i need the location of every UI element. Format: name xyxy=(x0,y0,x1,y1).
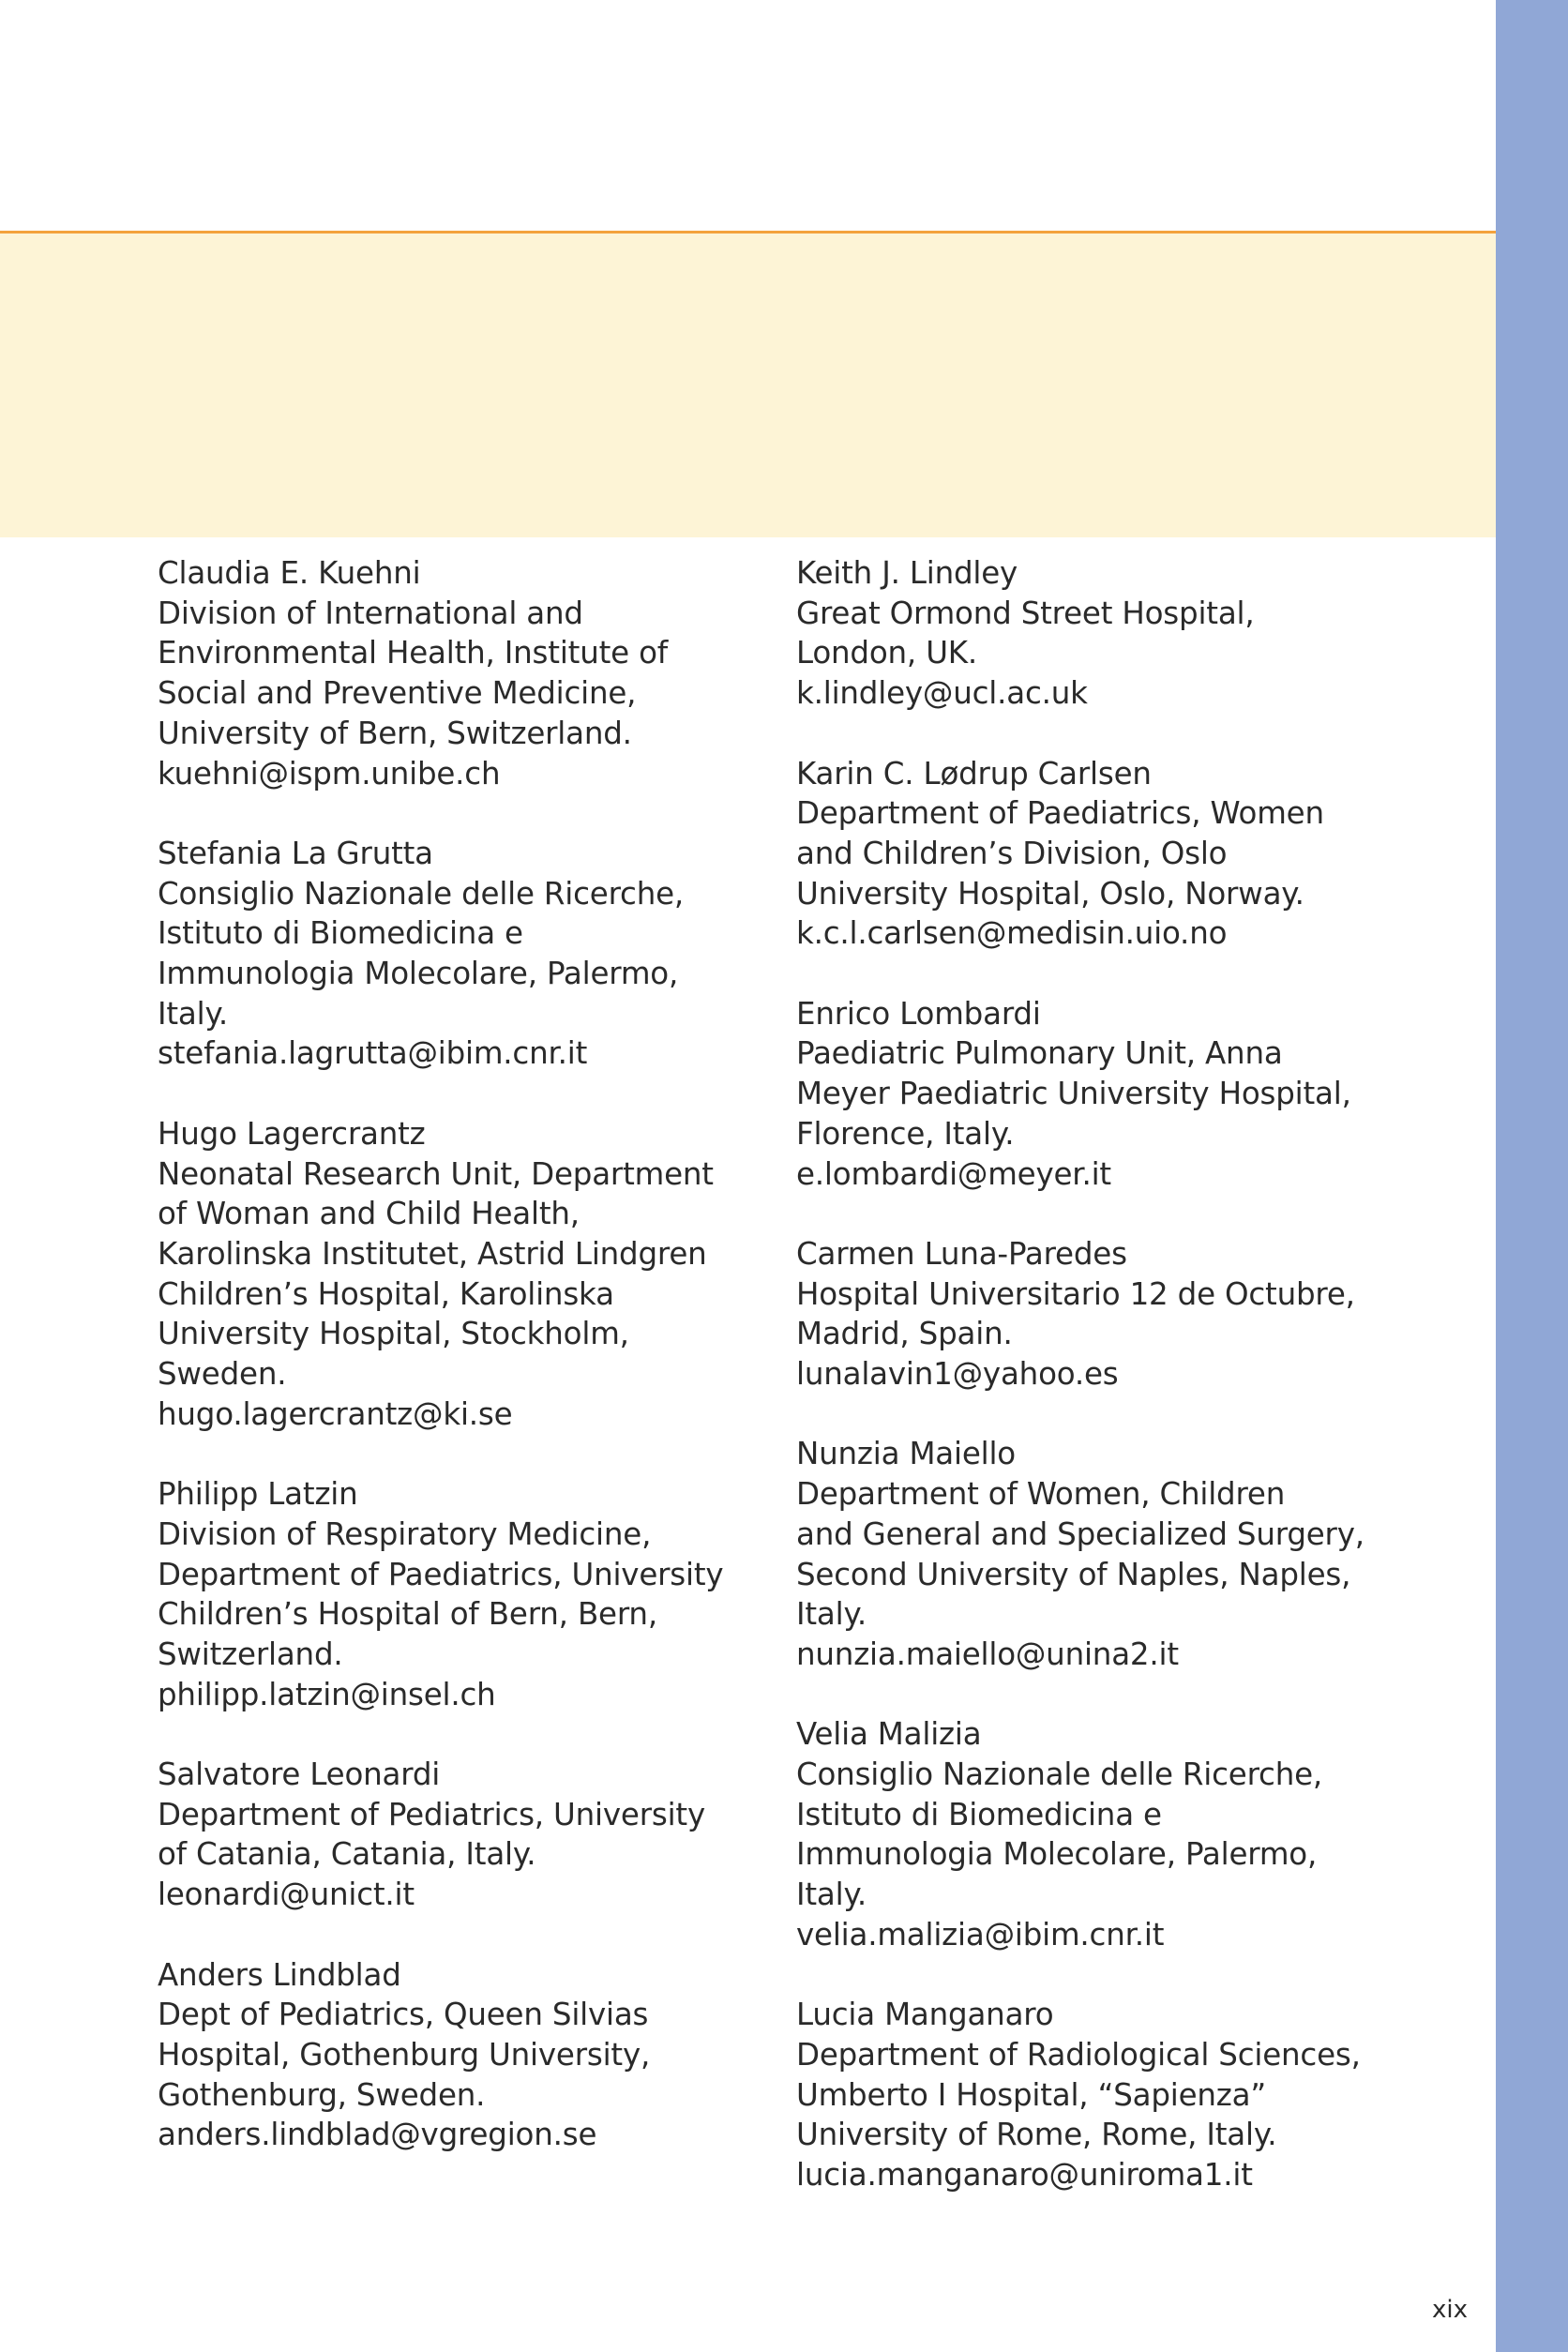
side-color-band xyxy=(1496,0,1568,2352)
contributor-affiliation-line: Meyer Paediatric University Hospital, xyxy=(796,1076,1351,1112)
contributor-email: anders.lindblad@vgregion.se xyxy=(158,2117,597,2153)
contributor-affiliation-line: Italy. xyxy=(158,995,229,1032)
contributor-entry xyxy=(158,1474,758,1714)
contributor-affiliation-line: Environmental Health, Institute of xyxy=(158,635,669,671)
contributor-affiliation-line: Dept of Pediatrics, Queen Silvias xyxy=(158,1997,649,2033)
contributor-affiliation-line: Department of Women, Children xyxy=(796,1476,1286,1513)
contributor-email: stefania.lagrutta@ibim.cnr.it xyxy=(158,1035,588,1072)
contributor-email: leonardi@unict.it xyxy=(158,1877,415,1913)
header-band xyxy=(0,234,1496,537)
page-number: xix xyxy=(1432,2296,1468,2324)
contributor-affiliation-line: University of Rome, Rome, Italy. xyxy=(796,2117,1277,2153)
contributor-affiliation-line: of Woman and Child Health, xyxy=(158,1196,580,1232)
contributor-affiliation-line: and General and Specialized Surgery, xyxy=(796,1515,1364,1552)
contributor-affiliation-line: Florence, Italy. xyxy=(796,1115,1015,1152)
contributor-entry xyxy=(158,834,758,1074)
contributor-entry xyxy=(158,1955,758,2156)
contributors-right-column xyxy=(796,553,1415,2235)
contributor-affiliation-line: Division of International and xyxy=(158,595,583,631)
contributor-affiliation-line: Department of Pediatrics, University xyxy=(158,1796,706,1832)
contributor-affiliation-line: University Hospital, Oslo, Norway. xyxy=(796,875,1304,912)
contributor-affiliation-line: Neonatal Research Unit, Department xyxy=(158,1155,714,1192)
contributor-name: Anders Lindblad xyxy=(158,1956,401,1993)
contributor-affiliation-line: Istituto di Biomedicina e xyxy=(796,1796,1162,1832)
contributor-name: Nunzia Maiello xyxy=(796,1436,1016,1472)
contributors-left-column xyxy=(158,553,758,2195)
contributor-email: lunalavin1@yahoo.es xyxy=(796,1356,1119,1393)
contributor-affiliation-line: Immunologia Molecolare, Palermo, xyxy=(796,1836,1318,1873)
contributor-entry xyxy=(796,1995,1415,2195)
contributor-name: Claudia E. Kuehni xyxy=(158,555,421,591)
contributor-affiliation-line: Umberto I Hospital, “Sapienza” xyxy=(796,2076,1267,2113)
contributor-entry xyxy=(796,1434,1415,1674)
contributor-email: e.lombardi@meyer.it xyxy=(796,1155,1111,1192)
contributor-name: Carmen Luna-Paredes xyxy=(796,1235,1127,1272)
contributor-email: hugo.lagercrantz@ki.se xyxy=(158,1395,513,1432)
contributor-entry xyxy=(158,553,758,793)
contributor-name: Keith J. Lindley xyxy=(796,555,1018,591)
contributor-name: Velia Malizia xyxy=(796,1716,982,1753)
contributor-affiliation-line: Immunologia Molecolare, Palermo, xyxy=(158,956,679,992)
contributor-name: Hugo Lagercrantz xyxy=(158,1115,426,1152)
contributor-affiliation-line: University Hospital, Stockholm, xyxy=(158,1316,629,1352)
contributor-email: philipp.latzin@insel.ch xyxy=(158,1676,496,1712)
contributor-affiliation-line: Italy. xyxy=(796,1877,867,1913)
contributor-affiliation-line: Hospital, Gothenburg University, xyxy=(158,2036,651,2073)
contributor-email: velia.malizia@ibim.cnr.it xyxy=(796,1916,1165,1952)
contributor-affiliation-line: Karolinska Institutet, Astrid Lindgren xyxy=(158,1235,707,1272)
contributor-affiliation-line: University of Bern, Switzerland. xyxy=(158,715,632,751)
contributor-affiliation-line: Gothenburg, Sweden. xyxy=(158,2076,486,2113)
contributor-email: kuehni@ispm.unibe.ch xyxy=(158,755,501,792)
contributor-name: Enrico Lombardi xyxy=(796,995,1041,1032)
contributor-affiliation-line: Switzerland. xyxy=(158,1636,343,1672)
contributor-affiliation-line: of Catania, Catania, Italy. xyxy=(158,1836,536,1873)
contributor-name: Stefania La Grutta xyxy=(158,835,433,871)
contributor-affiliation-line: Consiglio Nazionale delle Ricerche, xyxy=(796,1756,1323,1793)
contributor-affiliation-line: Italy. xyxy=(796,1596,867,1633)
contributor-affiliation-line: Division of Respiratory Medicine, xyxy=(158,1515,652,1552)
contributor-affiliation-line: Second University of Naples, Naples, xyxy=(796,1556,1351,1592)
contributor-name: Salvatore Leonardi xyxy=(158,1756,441,1793)
contributor-affiliation-line: Department of Paediatrics, Women xyxy=(796,795,1324,832)
contributor-email: k.c.l.carlsen@medisin.uio.no xyxy=(796,915,1228,952)
contributor-affiliation-line: Madrid, Spain. xyxy=(796,1316,1013,1352)
contributor-entry xyxy=(796,553,1415,714)
contributor-entry xyxy=(796,994,1415,1195)
contributor-name: Karin C. Lødrup Carlsen xyxy=(796,755,1152,792)
contributor-affiliation-line: London, UK. xyxy=(796,635,978,671)
contributor-entry xyxy=(796,1714,1415,1954)
contributor-entry xyxy=(158,1755,758,1915)
contributor-entry xyxy=(158,1114,758,1435)
contributor-affiliation-line: Sweden. xyxy=(158,1356,287,1393)
contributor-affiliation-line: Department of Paediatrics, University xyxy=(158,1556,724,1592)
contributor-affiliation-line: Paediatric Pulmonary Unit, Anna xyxy=(796,1035,1283,1072)
contributor-entry xyxy=(796,754,1415,955)
contributor-affiliation-line: Social and Preventive Medicine, xyxy=(158,675,637,712)
contributor-affiliation-line: Department of Radiological Sciences, xyxy=(796,2036,1361,2073)
contributor-name: Philipp Latzin xyxy=(158,1476,358,1513)
contributor-affiliation-line: Children’s Hospital, Karolinska xyxy=(158,1275,614,1312)
contributor-name: Lucia Manganaro xyxy=(796,1997,1054,2033)
contributor-entry xyxy=(796,1234,1415,1395)
contributor-affiliation-line: and Children’s Division, Oslo xyxy=(796,835,1228,871)
contributor-email: lucia.manganaro@uniroma1.it xyxy=(796,2157,1253,2194)
contributor-affiliation-line: Istituto di Biomedicina e xyxy=(158,915,523,952)
contributor-email: nunzia.maiello@unina2.it xyxy=(796,1636,1179,1672)
contributor-affiliation-line: Consiglio Nazionale delle Ricerche, xyxy=(158,875,685,912)
contributor-email: k.lindley@ucl.ac.uk xyxy=(796,675,1088,712)
contributor-affiliation-line: Great Ormond Street Hospital, xyxy=(796,595,1255,631)
contributor-affiliation-line: Children’s Hospital of Bern, Bern, xyxy=(158,1596,657,1633)
contributor-affiliation-line: Hospital Universitario 12 de Octubre, xyxy=(796,1275,1355,1312)
